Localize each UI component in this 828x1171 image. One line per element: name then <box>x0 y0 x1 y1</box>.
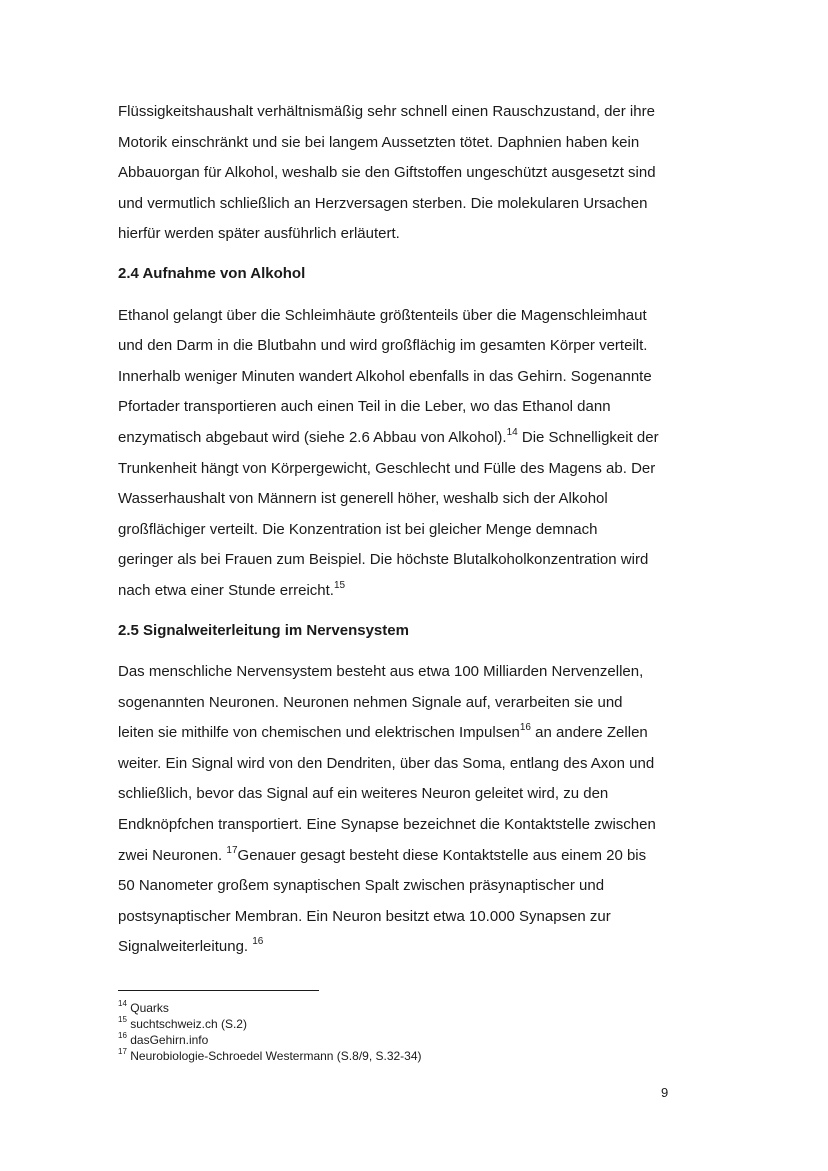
text-line: und vermutlich schließlich an Herzversagen sterben. Die molekularen Ursachen <box>118 194 648 212</box>
footnote-text: Neurobiologie-Schroedel Westermann (S.8/9, S.32-34) <box>130 1049 422 1063</box>
text-line: und den Darm in die Blutbahn und wird großflächig im gesamten Körper verteilt. <box>118 337 648 355</box>
text-line: Genauer gesagt besteht diese Kontaktstelle aus einem 20 bis <box>237 846 647 864</box>
footnote-text: Quarks <box>130 1001 169 1015</box>
footnote-number: 17 <box>118 1047 127 1056</box>
text-line: Wasserhaushalt von Männern ist generell höher, weshalb sich der Alkohol <box>118 490 608 508</box>
footnote-ref: 17 <box>226 844 238 856</box>
page-number: 9 <box>661 1085 669 1100</box>
text-line: Signalweiterleitung. <box>118 938 253 956</box>
text-line: leiten sie mithilfe von chemischen und elektrischen Impulsen <box>118 724 520 742</box>
footnote-text: suchtschweiz.ch (S.2) <box>130 1017 247 1031</box>
footnote-ref: 16 <box>252 936 264 948</box>
text-line: 50 Nanometer großem synaptischen Spalt zwischen präsynaptischer und <box>118 877 605 895</box>
footnote-item <box>118 1032 678 1048</box>
text-line: Ethanol gelangt über die Schleimhäute größtenteils über die Magenschleimhaut <box>118 306 647 324</box>
footnote-text: dasGehirn.info <box>130 1033 209 1047</box>
footnote-item <box>118 1016 678 1032</box>
section-2-5-paragraph <box>118 657 678 963</box>
text-line: Motorik einschränkt und sie bei langem Aussetzten tötet. Daphnien haben kein <box>118 133 640 151</box>
footnote-number: 14 <box>118 999 127 1008</box>
text-line: hierfür werden später ausführlich erläutert. <box>118 225 400 243</box>
footnote-ref: 16 <box>519 722 531 734</box>
text-line: Endknöpfchen transportiert. Eine Synapse bezeichnet die Kontaktstelle zwischen <box>118 816 656 834</box>
text-line: geringer als bei Frauen zum Beispiel. Die höchste Blutalkoholkonzentration wird <box>118 551 649 569</box>
footnote-separator <box>118 990 319 991</box>
text-line: an andere Zellen <box>531 724 648 742</box>
text-line: Trunkenheit hängt von Körpergewicht, Geschlecht und Fülle des Magens ab. Der <box>118 459 656 477</box>
text-line: nach etwa einer Stunde erreicht. <box>118 581 334 599</box>
footnote-number: 15 <box>118 1015 127 1024</box>
intro-paragraph <box>118 97 678 250</box>
text-line: Pfortader transportieren auch einen Teil in die Leber, wo das Ethanol dann <box>118 398 611 416</box>
section-2-4-paragraph <box>118 301 678 607</box>
footnote-ref: 14 <box>506 426 518 438</box>
section-heading-2-5: 2.5 Signalweiterleitung im Nervensystem <box>118 621 409 639</box>
text-line: Das menschliche Nervensystem besteht aus etwa 100 Milliarden Nervenzellen, <box>118 663 644 681</box>
text-line: zwei Neuronen. <box>118 846 227 864</box>
text-line: schließlich, bevor das Signal auf ein weiteres Neuron geleitet wird, zu den <box>118 785 609 803</box>
text-line: Abbauorgan für Alkohol, weshalb sie den Giftstoffen ungeschützt ausgesetzt sind <box>118 164 656 182</box>
text-line: enzymatisch abgebaut wird (siehe 2.6 Abbau von Alkohol). <box>118 428 507 446</box>
footnotes <box>118 1000 678 1064</box>
text-line: weiter. Ein Signal wird von den Dendriten, über das Soma, entlang des Axon und <box>118 754 655 772</box>
page-body <box>118 97 678 963</box>
text-line: großflächiger verteilt. Die Konzentration ist bei gleicher Menge demnach <box>118 520 598 538</box>
text-line: Die Schnelligkeit der <box>517 428 659 446</box>
text-line: Innerhalb weniger Minuten wandert Alkohol ebenfalls in das Gehirn. Sogenannte <box>118 367 652 385</box>
footnote-item <box>118 1000 678 1016</box>
text-line: sogenannten Neuronen. Neuronen nehmen Signale auf, verarbeiten sie und <box>118 693 623 711</box>
text-line: Flüssigkeitshaushalt verhältnismäßig sehr schnell einen Rauschzustand, der ihre <box>118 103 655 120</box>
footnote-number: 16 <box>118 1031 127 1040</box>
footnote-item <box>118 1048 678 1064</box>
footnote-ref: 15 <box>333 579 346 591</box>
section-heading-2-4: 2.4 Aufnahme von Alkohol <box>118 264 306 282</box>
text-line: postsynaptischer Membran. Ein Neuron besitzt etwa 10.000 Synapsen zur <box>118 907 611 925</box>
